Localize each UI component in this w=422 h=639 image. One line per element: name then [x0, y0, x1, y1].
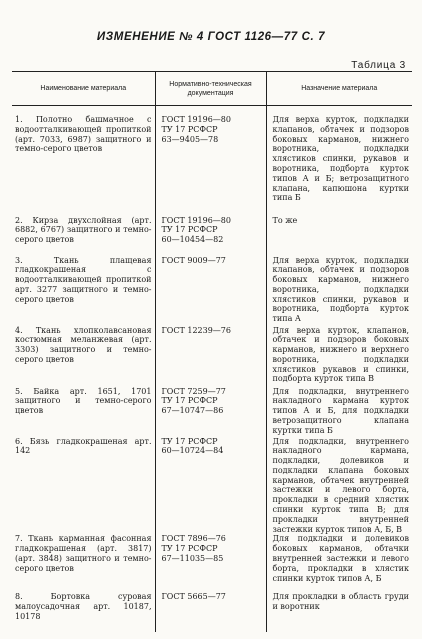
documentation-line: 60—10454—82 [161, 235, 224, 245]
table-row [12, 387, 412, 437]
documentation-line: ГОСТ 5665—77 [161, 592, 226, 602]
documentation-line: ГОСТ 19196—80 [161, 115, 231, 124]
documentation-line: 67—11035—85 [161, 554, 224, 564]
purpose-cell: Для прокладки в область груди и воротник [266, 592, 412, 632]
documentation-cell [155, 256, 266, 326]
purpose-cell: Для подкладки, внутреннего накладного кармана, подкладки, долевиков и подкладки клапана боковых карманов, обтачек внутренней застежки и левого борта, прокладки в средний хлястик спинки курток типа В; для прокладки внутренней застежки курток типов А, Б, В [266, 437, 412, 535]
purpose-cell: Для верха курток, подкладки клапанов, обтачек и подзоров боковых карманов, нижнего воротника, подкладки хлястиков спинки, рукавов и воротника, подборта курток типа А [266, 256, 412, 326]
documentation-cell [155, 326, 266, 387]
purpose-cell: То же [266, 216, 412, 256]
documentation-line: ГОСТ 7896—76 [161, 534, 226, 544]
documentation-cell [155, 216, 266, 256]
table-row [12, 534, 412, 592]
documentation-line: ГОСТ 9009—77 [161, 255, 226, 265]
table-row [12, 216, 412, 256]
materials-table [12, 71, 412, 632]
documentation-line: 67—10747—86 [161, 406, 224, 416]
purpose-cell: Для подкладки, внутреннего накладного кармана курток типов А и Б, для подкладки ветрозащитного клапана куртки типа Б [266, 387, 412, 437]
column-header-purpose: Назначение материала [266, 72, 412, 106]
purpose-cell: Для верха курток, подкладки клапанов, обтачек и подзоров боковых карманов, нижнего воротника, подкладки хлястиков спинки, рукавов и воротника, подборта курток типов А и Б; ветрозащитного клапана, капюшона куртки типа Б [266, 106, 412, 216]
column-header-material: Наименование материала [12, 72, 155, 106]
documentation-line: 63—9405—78 [161, 134, 219, 144]
table-row [12, 592, 412, 632]
documentation-line: ТУ 17 РСФСР [161, 396, 218, 406]
page-header: ИЗМЕНЕНИЕ № 4 ГОСТ 1126—77 С. 7 [96, 31, 326, 43]
documentation-line: ГОСТ 7259—77 [161, 386, 226, 396]
table-row [12, 326, 412, 387]
material-name-cell: 6. Бязь гладкокрашеная арт. 142 [15, 436, 152, 456]
column-header-documentation: Нормативно-техническая документация [155, 72, 266, 106]
documentation-line: ГОСТ 19196—80 [161, 215, 231, 225]
table-row [12, 106, 412, 216]
table-row [12, 437, 412, 535]
documentation-line: ТУ 17 РСФСР [161, 544, 218, 554]
documentation-line: ТУ 17 РСФСР [161, 436, 218, 446]
documentation-line: ТУ 17 РСФСР [161, 124, 218, 134]
material-name-cell: 2. Кирза двухслойная (арт. 6882, 6767) защитного и темно-серого цветов [15, 215, 152, 245]
table-header-row [12, 72, 412, 106]
documentation-line: ТУ 17 РСФСР [161, 225, 218, 235]
documentation-cell [155, 387, 266, 437]
material-name-cell: 3. Ткань плащевая гладкокрашеная с водоотталкивающей пропиткой арт. 3277 защитного и темно-серого цветов [15, 255, 152, 304]
purpose-cell: Для верха курток, клапанов, обтачек и подзоров боковых карманов, нижнего и верхнего воротника, подкладки хлястиков рукавов и спинки, подборта курток типа В [266, 326, 412, 387]
material-name-cell: 4. Ткань хлопколавсановая костюмная меланжевая (арт. 3303) защитного и темно-серого цветов [15, 325, 152, 364]
material-name-cell: 7. Ткань карманная фасонная гладкокрашеная (арт. 3817) (арт. 3848) защитного и темно-серого цветов [15, 534, 152, 573]
documentation-line: ГОСТ 12239—76 [161, 325, 231, 335]
documentation-cell [155, 437, 266, 535]
material-name-cell: 8. Бортовка суровая малоусадочная арт. 10187, 10178 [15, 592, 152, 622]
material-name-cell: 1. Полотно башмачное с водоотталкивающей пропиткой (арт. 7033, 6987) защитного и темно-серого цветов [15, 115, 152, 154]
table-label: Таблица 3 [351, 60, 406, 71]
table-row [12, 256, 412, 326]
documentation-cell [155, 106, 266, 216]
purpose-cell: Для подкладки и долевиков боковых карманов, обтачки внутренней застежки и левого борта, прокладки в хлястик спинки курток типов А, Б [266, 534, 412, 592]
documentation-line: 60—10724—84 [161, 446, 224, 456]
documentation-cell [155, 534, 266, 592]
documentation-cell [155, 592, 266, 632]
material-name-cell: 5. Байка арт. 1651, 1701 защитного и темно-серого цветов [15, 386, 152, 416]
